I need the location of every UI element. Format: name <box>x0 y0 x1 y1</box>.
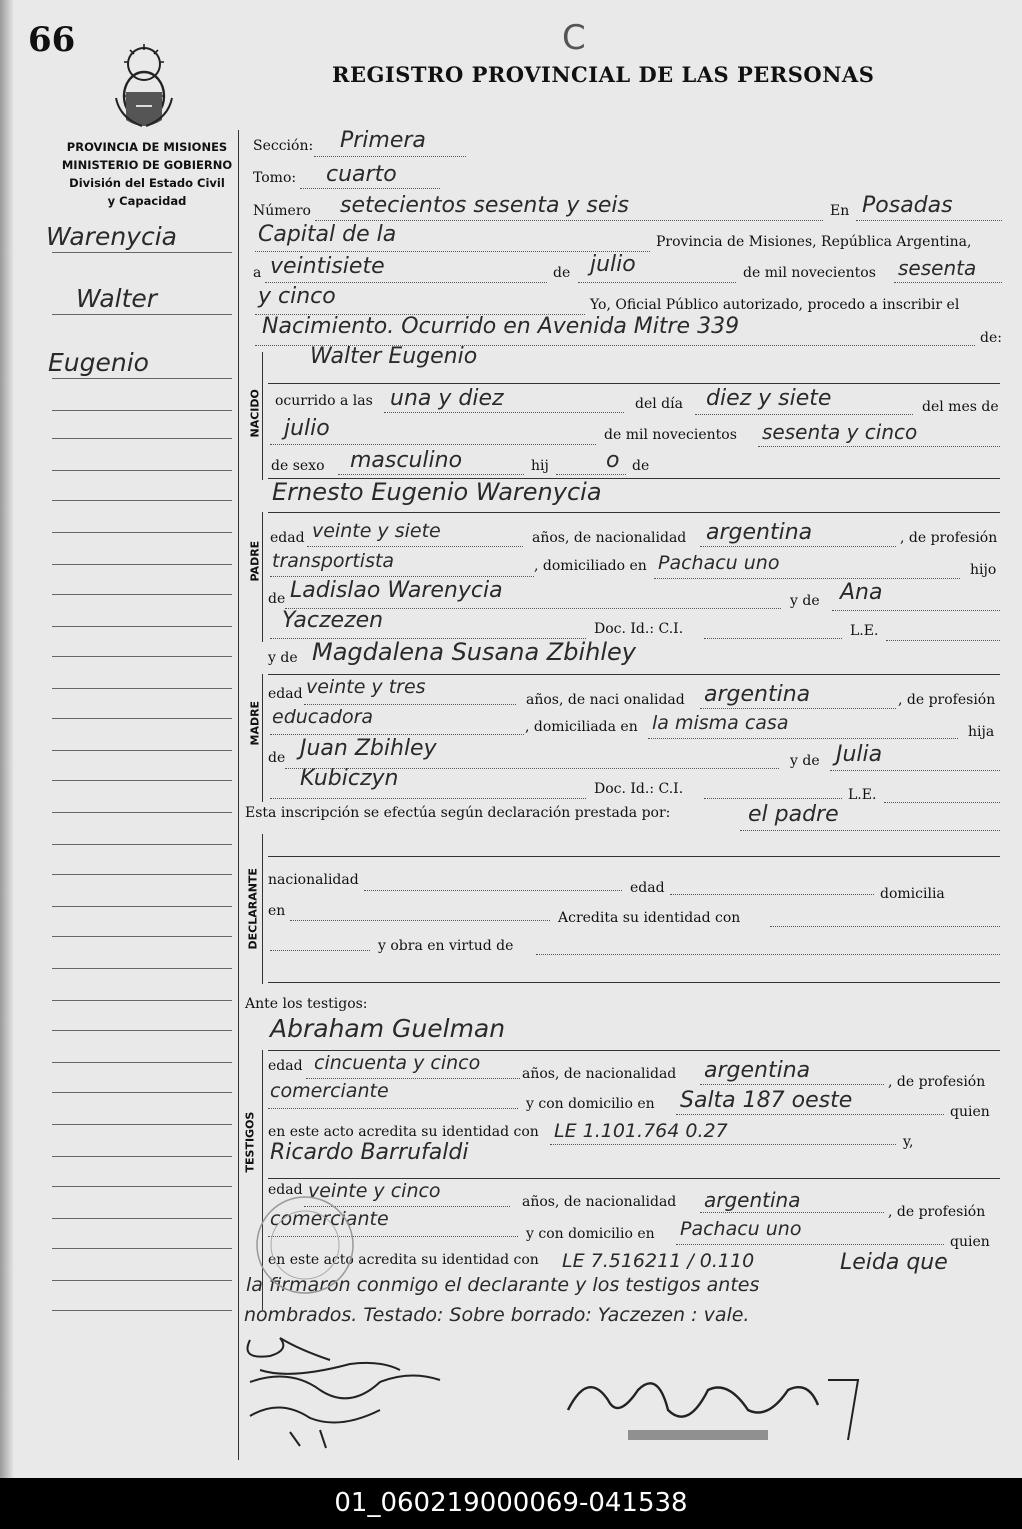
register-title: REGISTRO PROVINCIAL DE LAS PERSONAS <box>332 62 875 87</box>
sexo-value: masculino <box>350 448 463 473</box>
declarante-value: el padre <box>748 802 839 827</box>
t1-edad-label: edad <box>268 1058 303 1074</box>
padre-prof-value: transportista <box>272 550 395 572</box>
padre-nombre-value: Ernesto Eugenio Warenycia <box>272 478 602 506</box>
numero-value: setecientos sesenta y seis <box>340 193 630 218</box>
madre-le-label: L.E. <box>848 787 877 803</box>
madre-label: MADRE <box>248 700 262 746</box>
padre-edad-value: veinte y siete <box>312 520 441 542</box>
testigos-label: TESTIGOS <box>243 1111 257 1173</box>
t1-nac-value: argentina <box>704 1058 811 1083</box>
padre-prof-label: , de profesión <box>900 530 998 546</box>
madre-dom-label: , domiciliada en <box>525 719 638 735</box>
padre-dom-value: Pachacu uno <box>658 552 780 574</box>
t2-doc-value: LE 7.516211 / 0.110 <box>562 1250 755 1272</box>
corner-mark: C <box>562 18 586 58</box>
padre-anos-label: años, de nacionalidad <box>532 530 687 546</box>
madre-anos-label: años, de naci onalidad <box>526 692 685 708</box>
coat-of-arms-icon <box>112 42 176 128</box>
t2-edad-value: veinte y cinco <box>308 1180 441 1202</box>
t1-quien-label: quien <box>950 1104 990 1120</box>
a-label: a <box>253 265 262 281</box>
abuelo-value: Ladislao Warenycia <box>290 578 503 603</box>
t2-dom-value: Pachacu uno <box>680 1218 802 1240</box>
decl-edad-label: edad <box>630 880 665 896</box>
dia-nac-value: diez y siete <box>706 386 832 411</box>
t2-anos-label: años, de nacionalidad <box>522 1194 677 1210</box>
t1-dom-value: Salta 187 oeste <box>680 1088 853 1113</box>
agency-line: PROVINCIA DE MISIONES <box>66 140 228 154</box>
madre-nombre-value: Magdalena Susana Zbihley <box>312 638 636 666</box>
padre-label: PADRE <box>248 540 262 582</box>
nacido-label: NACIDO <box>248 389 262 438</box>
seccion-label: Sección: <box>253 138 314 154</box>
provincia-label: Provincia de Misiones, República Argentina, <box>656 234 972 250</box>
decl-domicilia-label: domicilia <box>880 886 945 902</box>
hij-suffix-value: o <box>606 448 620 473</box>
madre-edad-value: veinte y tres <box>306 676 426 698</box>
t1-prof-value: comerciante <box>270 1080 389 1102</box>
official-stamp <box>250 1190 360 1300</box>
t2-nac-value: argentina <box>704 1188 801 1212</box>
dia-value: veintisiete <box>270 254 385 279</box>
agency-block <box>52 138 242 210</box>
t2-prof-label: , de profesión <box>888 1204 986 1220</box>
madre-edad-label: edad <box>268 686 303 702</box>
t1-prof-label: , de profesión <box>888 1074 986 1090</box>
t2-edad-label: edad <box>268 1182 303 1198</box>
page-number: 66 <box>28 20 76 60</box>
de-sexo-label: de sexo <box>271 458 325 474</box>
padre-dom-label: , domiciliado en <box>534 558 647 574</box>
margin-surname: Warenycia <box>46 222 177 251</box>
decl-acredita-label: Acredita su identidad con <box>558 910 741 926</box>
numero-label: Número <box>253 203 311 219</box>
t1-dom-label: y con domicilio en <box>526 1096 655 1112</box>
t2-acto-label: en este acto acredita su identidad con <box>268 1252 539 1268</box>
de-colon-label: de: <box>980 330 1002 346</box>
nota1-value: la firmaron conmigo el declarante y los testigos antes <box>246 1274 760 1296</box>
testigos-intro-label: Ante los testigos: <box>245 996 368 1012</box>
acto-value: Nacimiento. Ocurrido en Avenida Mitre 339 <box>262 314 740 339</box>
abuela2-value: Yaczezen <box>282 608 384 633</box>
abuelo-m-value: Juan Zbihley <box>300 736 437 761</box>
padre-edad-label: edad <box>270 530 305 546</box>
t2-quien-label: quien <box>950 1234 990 1250</box>
nota2-value: nombrados. Testado: Sobre borrado: Yaczezen : vale. <box>244 1304 750 1326</box>
t2-dom-label: y con domicilio en <box>526 1226 655 1242</box>
t1-acto-label: en este acto acredita su identidad con <box>268 1124 539 1140</box>
padre-le-label: L.E. <box>850 623 879 639</box>
padre-nac-value: argentina <box>706 520 813 545</box>
madre-prof-label: , de profesión <box>898 692 996 708</box>
margin-name2: Eugenio <box>48 348 149 377</box>
official-signature <box>548 1350 878 1450</box>
hora-value: una y diez <box>390 386 504 411</box>
hijo-label: hijo <box>970 562 997 578</box>
anio-nac-value: sesenta y cinco <box>762 420 918 444</box>
yo-label: Yo, Oficial Público autorizado, procedo a inscribir el <box>590 297 960 313</box>
margin-name1: Walter <box>76 284 158 313</box>
padre-doc-label: Doc. Id.: C.I. <box>594 621 684 637</box>
mes-nac-value: julio <box>284 416 330 441</box>
del-dia-label: del día <box>635 396 683 412</box>
declarante-label: DECLARANTE <box>246 868 260 950</box>
anio2-value: y cinco <box>258 284 336 309</box>
decl-nac-label: nacionalidad <box>268 872 359 888</box>
abuelo-de-label: de <box>268 591 286 607</box>
hij-label: hij <box>531 458 549 474</box>
madre-dom-value: la misma casa <box>652 712 789 734</box>
abuelo-m-de-label: de <box>268 750 286 766</box>
anio-value: sesenta <box>898 256 977 280</box>
agency-line: División del Estado Civil <box>69 176 225 190</box>
testigo1-value: Abraham Guelman <box>270 1014 506 1043</box>
abuela1-value: Ana <box>840 580 883 605</box>
witness-signatures <box>230 1320 460 1450</box>
de-mil-label: de mil novecientos <box>743 265 876 281</box>
madre-prof-value: educadora <box>272 706 374 728</box>
de-label: de <box>553 265 571 281</box>
column-divider <box>238 130 239 1460</box>
de2-label: de <box>632 458 650 474</box>
tomo-value: cuarto <box>326 162 397 187</box>
t2-prof-value: comerciante <box>270 1208 389 1230</box>
testigo2-value: Ricardo Barrufaldi <box>270 1140 469 1165</box>
en-label: En <box>830 203 850 219</box>
inscripcion-label: Esta inscripción se efectúa según declaración prestada por: <box>245 805 671 821</box>
seccion-value: Primera <box>340 128 426 153</box>
mes-value: julio <box>590 252 636 277</box>
t1-anos-label: años, de nacionalidad <box>522 1066 677 1082</box>
agency-line: MINISTERIO DE GOBIERNO <box>61 158 233 172</box>
lectura-value: Leida que <box>840 1250 948 1275</box>
t1-edad-value: cincuenta y cinco <box>314 1052 481 1074</box>
madre-doc-label: Doc. Id.: C.I. <box>594 781 684 797</box>
decl-en-label: en <box>268 903 286 919</box>
t1-doc-value: LE 1.101.764 0.27 <box>554 1120 728 1142</box>
abuela-m1-value: Julia <box>836 742 883 767</box>
abuela-m-y-de-label: y de <box>790 753 820 769</box>
tomo-label: Tomo: <box>253 170 297 186</box>
madre-nac-value: argentina <box>704 682 811 707</box>
nombre-value: Walter Eugenio <box>310 344 478 369</box>
decl-obra-label: y obra en virtud de <box>378 938 514 954</box>
footer-id: 01_060219000069-041538 <box>0 1478 1022 1529</box>
t1-y-label: y, <box>903 1134 914 1150</box>
en-value: Posadas <box>862 193 953 218</box>
ocurrido-label: ocurrido a las <box>275 393 373 409</box>
abuela-m2-value: Kubiczyn <box>300 766 399 791</box>
capital-value: Capital de la <box>258 222 397 247</box>
hija-label: hija <box>968 724 995 740</box>
del-mes-label: del mes de <box>922 399 999 415</box>
madre-y-de-label: y de <box>268 650 298 666</box>
abuela-y-de-label: y de <box>790 593 820 609</box>
de-mil-nov-label: de mil novecientos <box>604 427 737 443</box>
agency-line: y Capacidad <box>107 194 187 208</box>
